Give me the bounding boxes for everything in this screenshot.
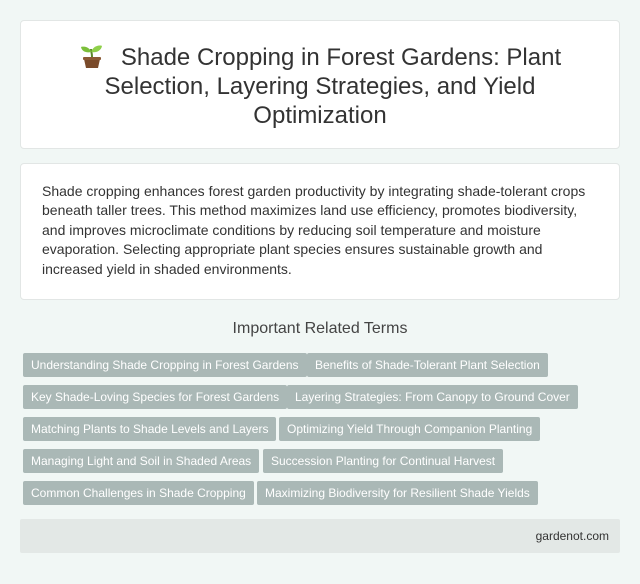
footer-site-link[interactable]: gardenot.com bbox=[535, 529, 609, 543]
footer bbox=[20, 519, 620, 553]
intro-text: Shade cropping enhances forest garden productivity by integrating shade-tolerant crops beneath taller trees. This method maximizes land use efficiency, promotes biodiversity, and improves microclimate conditions by reducing soil temperature and moisture evaporation. Selecting appropriate plant species ensures sustainable growth and increased yield in shaded environments. bbox=[42, 183, 586, 277]
tag-item[interactable]: Benefits of Shade-Tolerant Plant Selection bbox=[307, 353, 548, 377]
title-card bbox=[20, 20, 620, 149]
tag-item[interactable]: Managing Light and Soil in Shaded Areas bbox=[23, 449, 259, 473]
sprout-icon bbox=[79, 43, 105, 69]
tag-item[interactable]: Key Shade-Loving Species for Forest Gardens bbox=[23, 385, 287, 409]
intro-card bbox=[20, 163, 620, 300]
related-terms-title: Important Related Terms bbox=[232, 320, 408, 337]
page-title bbox=[21, 43, 619, 130]
tag-item[interactable]: Maximizing Biodiversity for Resilient Shade Yields bbox=[257, 481, 538, 505]
tag-item[interactable]: Common Challenges in Shade Cropping bbox=[23, 481, 254, 505]
tag-item[interactable]: Optimizing Yield Through Companion Planting bbox=[279, 417, 540, 441]
tag-item[interactable]: Succession Planting for Continual Harvest bbox=[263, 449, 503, 473]
tag-item[interactable]: Matching Plants to Shade Levels and Layers bbox=[23, 417, 276, 441]
tag-item[interactable]: Layering Strategies: From Canopy to Ground Cover bbox=[287, 385, 578, 409]
page-title-text: Shade Cropping in Forest Gardens: Plant Selection, Layering Strategies, and Yield Optimization bbox=[104, 44, 562, 129]
tag-item[interactable]: Understanding Shade Cropping in Forest Gardens bbox=[23, 353, 307, 377]
